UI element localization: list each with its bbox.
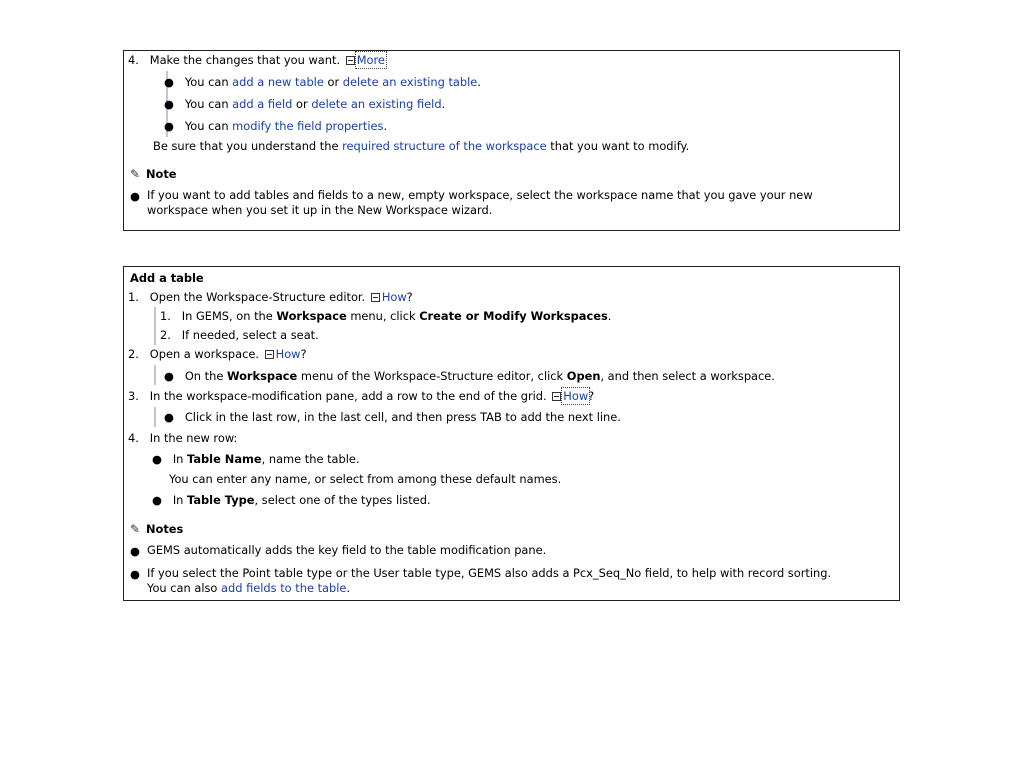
modify-field-properties-link[interactable]: modify the field properties	[232, 119, 384, 133]
indent-bar	[154, 307, 156, 345]
instructions-box-changes	[123, 50, 900, 231]
bullet-modify-field	[164, 119, 387, 134]
note-text: .	[346, 581, 351, 595]
table-name-subtext: You can enter any name, or select from among these default names.	[169, 472, 562, 486]
substep-text: In GEMS, on the	[181, 309, 273, 323]
how-link[interactable]: How	[275, 347, 301, 361]
step-number: 2.	[128, 347, 139, 361]
note-title: Note	[145, 167, 177, 181]
step-text: Open the Workspace-Structure editor.	[149, 290, 366, 304]
indent-bar	[154, 407, 156, 427]
bullet-icon: ●	[152, 452, 162, 466]
table-type-bullet	[152, 493, 431, 508]
bullet-icon: ●	[152, 493, 162, 507]
step-4	[128, 431, 237, 446]
required-structure-link[interactable]: required structure of the workspace	[342, 139, 547, 153]
note-pencil-icon: ✎	[129, 167, 141, 181]
step-number: 1.	[128, 290, 139, 304]
bullet-icon: ●	[164, 119, 174, 133]
bullet-text: or	[327, 75, 340, 89]
collapse-toggle-icon[interactable]	[371, 293, 380, 302]
step-4	[128, 53, 385, 68]
substep-text: If needed, select a seat.	[181, 328, 319, 342]
bullet-text: , name the table.	[261, 452, 360, 466]
bullet-text: In	[172, 493, 184, 507]
workspace-menu-name: Workspace	[226, 369, 298, 383]
substep-text: .	[607, 309, 612, 323]
notes-title: Notes	[145, 522, 184, 536]
section-title: Add a table	[130, 271, 204, 285]
note-2-line-2	[147, 581, 350, 596]
bullet-text: Click in the last row, in the last cell, and then press TAB to add the next line.	[184, 410, 621, 424]
bullet-icon: ●	[164, 410, 174, 424]
question-mark: ?	[406, 290, 413, 304]
note-bullet-icon: ●	[130, 567, 140, 581]
add-new-table-link[interactable]: add a new table	[232, 75, 324, 89]
instructions-box-add-table	[123, 266, 900, 601]
question-mark: ?	[588, 389, 595, 403]
note-pencil-icon: ✎	[129, 522, 141, 536]
table-type-field-label: Table Type	[187, 493, 255, 507]
bullet-text: You can	[184, 119, 229, 133]
bullet-text: In	[172, 452, 184, 466]
bullet-text: menu of the Workspace-Structure editor, click	[300, 369, 564, 383]
how-link[interactable]: How	[381, 290, 407, 304]
step-1	[128, 290, 413, 305]
bullet-text: You can	[184, 75, 229, 89]
bullet-add-field	[164, 97, 445, 112]
step-number: 3.	[128, 389, 139, 403]
note-bullet-icon: ●	[130, 189, 140, 203]
create-modify-command: Create or Modify Workspaces	[419, 309, 608, 323]
bullet-text: .	[477, 75, 481, 89]
substep-2	[160, 328, 319, 343]
substep-1	[160, 309, 611, 324]
note-line-2: workspace when you set it up in the New Workspace wizard.	[147, 203, 493, 217]
step-text: Open a workspace.	[149, 347, 259, 361]
substep-number: 1.	[160, 309, 171, 323]
note-1: GEMS automatically adds the key field to the table modification pane.	[147, 543, 547, 557]
table-name-field-label: Table Name	[187, 452, 262, 466]
collapse-toggle-icon[interactable]	[552, 392, 561, 401]
step-number: 4.	[128, 53, 139, 67]
table-name-bullet	[152, 452, 360, 467]
step-text: In the workspace-modification pane, add a row to the end of the grid.	[149, 389, 547, 403]
bullet-text: .	[441, 97, 446, 111]
how-link[interactable]: How	[563, 389, 589, 403]
bullet-text: or	[296, 97, 308, 111]
note-heading	[128, 167, 177, 182]
step-text: Make the changes that you want.	[149, 53, 341, 67]
step-text: In the new row:	[149, 431, 238, 445]
step-3	[128, 389, 594, 404]
add-field-link[interactable]: add a field	[232, 97, 293, 111]
bullet-icon: ●	[164, 369, 174, 383]
open-command: Open	[566, 369, 601, 383]
workspace-menu-name: Workspace	[276, 309, 347, 323]
be-sure-text: that you want to modify.	[550, 139, 690, 153]
step-2	[128, 347, 307, 362]
bullet-text: , select one of the types listed.	[254, 493, 431, 507]
delete-existing-table-link[interactable]: delete an existing table	[342, 75, 478, 89]
collapse-toggle-icon[interactable]	[265, 350, 274, 359]
note-2-line-1: If you select the Point table type or the User table type, GEMS also adds a Pcx_Seq_No field, to help with record sorting.	[147, 566, 832, 580]
step-number: 4.	[128, 431, 139, 445]
bullet-text: .	[383, 119, 388, 133]
notes-heading	[128, 522, 183, 537]
step-2-bullet	[164, 369, 775, 384]
bullet-icon: ●	[164, 75, 174, 89]
substep-number: 2.	[160, 328, 171, 342]
question-mark: ?	[300, 347, 307, 361]
indent-bar	[154, 365, 156, 385]
substep-text: menu, click	[350, 309, 416, 323]
be-sure-line	[153, 139, 689, 154]
add-fields-to-table-link[interactable]: add fields to the table	[221, 581, 347, 595]
collapse-toggle-icon[interactable]	[346, 56, 355, 65]
note-line-1: If you want to add tables and fields to a new, empty workspace, select the workspace name that you gave your new	[147, 188, 813, 202]
bullet-text: , and then select a workspace.	[600, 369, 775, 383]
delete-existing-field-link[interactable]: delete an existing field	[311, 97, 442, 111]
step-3-bullet	[164, 410, 621, 425]
be-sure-text: Be sure that you understand the	[153, 139, 339, 153]
bullet-icon: ●	[164, 97, 174, 111]
bullet-text: On the	[184, 369, 224, 383]
more-link[interactable]: More	[356, 53, 385, 67]
note-text: You can also	[147, 581, 218, 595]
bullet-text: You can	[184, 97, 229, 111]
note-bullet-icon: ●	[130, 544, 140, 558]
bullet-add-table	[164, 75, 481, 90]
